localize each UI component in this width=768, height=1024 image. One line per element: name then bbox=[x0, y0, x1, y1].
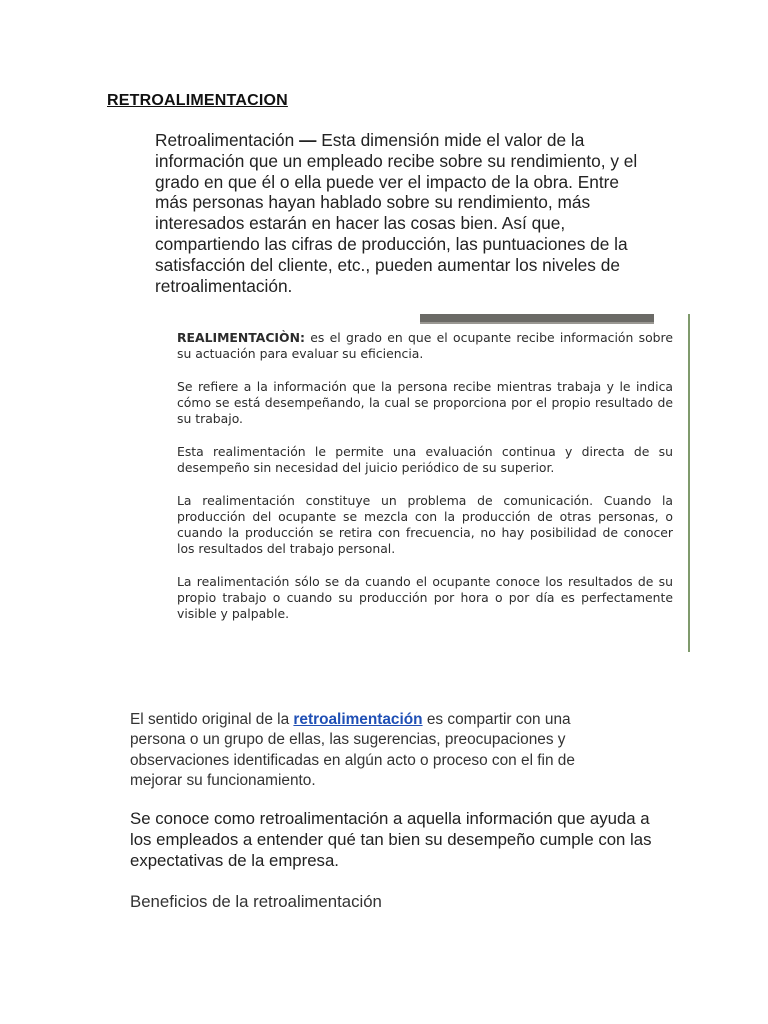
intro-text: Esta dimensión mide el valor de la información que un empleado recibe sobre su rendimiento, y el grado en que él o ella puede ver el impacto de la obra. Entre más personas hayan hablado sobre su rendimiento, más interesados estarán en hacer las cosas bien. Así que, compartiendo las cifras de producción, las puntuaciones de la satisfacción del cliente, etc., pueden aumentar los niveles de retroalimentación. bbox=[155, 130, 638, 296]
sentido-before: El sentido original de la bbox=[130, 711, 290, 728]
intro-paragraph bbox=[155, 130, 655, 296]
scanned-excerpt-image bbox=[168, 308, 690, 652]
beneficios-heading: Beneficios de la retroalimentación bbox=[130, 892, 382, 911]
intro-dash: — bbox=[299, 130, 317, 150]
document-heading: RETROALIMENTACION bbox=[107, 92, 288, 109]
scan-paragraph-3: Esta realimentación le permite una evaluación continua y directa de su desempeño sin necesidad del juicio periódico de su superior. bbox=[177, 444, 673, 475]
intro-term: Retroalimentación bbox=[155, 130, 295, 150]
scan-text bbox=[177, 330, 673, 639]
sentido-after: es compartir con una persona o un grupo de ellas, las sugerencias, preocupaciones y observaciones identificadas en algún acto o proceso con el fin de mejorar su funcionamiento. bbox=[130, 711, 575, 789]
scan-paragraph-4: La realimentación constituye un problema de comunicación. Cuando la producción del ocupante se mezcla con la producción de otras personas, o cuando la producción se retira con frecuencia, no hay posibilidad de conocer los resultados del trabajo personal. bbox=[177, 493, 673, 556]
scan-definition-text: es el grado en que el ocupante recibe información sobre su actuación para evaluar su eficiencia. bbox=[177, 330, 673, 361]
conoce-paragraph: Se conoce como retroalimentación a aquella información que ayuda a los empleados a entender qué tan bien su desempeño cumple con las expectativas de la empresa. bbox=[130, 809, 652, 870]
scan-paragraph-5: La realimentación sólo se da cuando el ocupante conoce los resultados de su propio trabajo o cuando su producción por hora o por día es perfectamente visible y palpable. bbox=[177, 574, 673, 621]
sentido-paragraph bbox=[130, 710, 625, 791]
scan-paragraph-definition bbox=[177, 330, 673, 362]
retroalimentacion-link[interactable]: retroalimentación bbox=[293, 711, 423, 728]
scan-top-bar bbox=[420, 314, 654, 324]
scan-lead-term: REALIMENTACIÒN: bbox=[177, 330, 305, 345]
scan-paragraph-2: Se refiere a la información que la persona recibe mientras trabaja y le indica cómo se está desempeñando, la cual se proporciona por el propio resultado de su trabajo. bbox=[177, 379, 673, 426]
scan-right-border bbox=[688, 314, 690, 652]
